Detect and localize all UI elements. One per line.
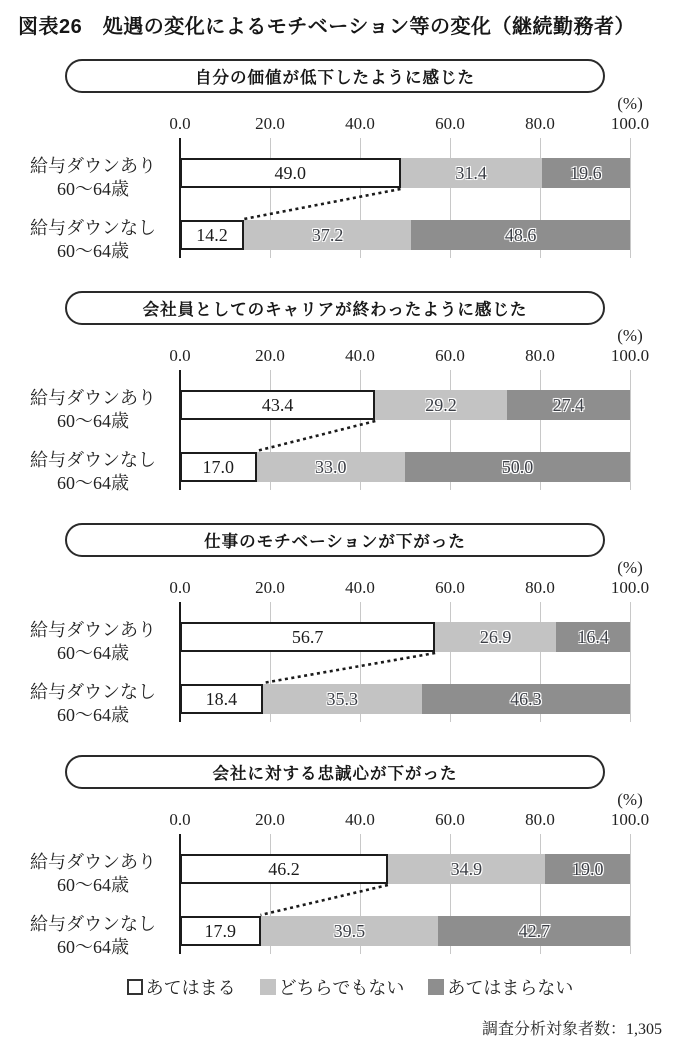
bar-value-label: 43.4 xyxy=(261,394,294,415)
axis-tick-label: 40.0 xyxy=(345,810,375,829)
bar-segment-agree xyxy=(180,452,257,482)
bar-value-label: 39.5 xyxy=(333,920,366,941)
row-label-line: 60～64歳 xyxy=(57,937,129,957)
row-label-line: 給与ダウンなし xyxy=(30,914,156,934)
panel-title-pill xyxy=(65,755,605,789)
chart-panel xyxy=(0,290,700,522)
axis-tick-label: 0.0 xyxy=(169,346,191,365)
legend-swatch-neutral xyxy=(260,979,276,995)
row-label xyxy=(12,449,174,495)
axis-tick-label: 60.0 xyxy=(435,114,465,133)
bar-segment-neutral xyxy=(388,854,545,884)
axis-tick-label: 100.0 xyxy=(610,114,650,133)
footnote: 調査分析対象者数：1,305 xyxy=(481,1021,662,1038)
row-label xyxy=(12,387,174,433)
percent-unit-label: (%) xyxy=(617,94,643,113)
axis-tick-label: 60.0 xyxy=(435,810,465,829)
axis-tick-label: 60.0 xyxy=(435,346,465,365)
bar-value-label: 42.7 xyxy=(518,920,551,941)
bar-segment-agree xyxy=(180,220,244,250)
panel-title: 仕事のモチベーションが下がった xyxy=(204,533,466,551)
bar-segment-disagree xyxy=(438,916,630,946)
row-label-line: 給与ダウンあり xyxy=(30,156,156,176)
bar-segment-disagree xyxy=(556,622,630,652)
axis-tick-label: 80.0 xyxy=(525,346,555,365)
bar-segment-neutral xyxy=(257,452,406,482)
row-label-line: 60～64歳 xyxy=(57,411,129,431)
row-label-line: 給与ダウンあり xyxy=(30,852,156,872)
bar-segment-neutral xyxy=(435,622,556,652)
bar-value-label: 18.4 xyxy=(205,688,238,709)
bar-segment-agree xyxy=(180,916,261,946)
bar-value-label: 16.4 xyxy=(577,626,609,647)
panel-title-pill xyxy=(65,523,605,557)
axis-tick-label: 80.0 xyxy=(525,114,555,133)
panel-title-pill xyxy=(65,59,605,93)
panel-title: 自分の価値が低下したように感じた xyxy=(195,69,475,87)
bar-value-label: 34.9 xyxy=(450,858,483,879)
chart-panel xyxy=(0,522,700,754)
axis-tick-label: 100.0 xyxy=(610,346,650,365)
row-label-line: 60～64歳 xyxy=(57,179,129,199)
bar-value-label: 27.4 xyxy=(552,394,585,415)
row-label xyxy=(12,681,174,727)
bar-segment-neutral xyxy=(375,390,506,420)
axis-tick-label: 20.0 xyxy=(255,810,285,829)
bar-value-label: 31.4 xyxy=(455,162,487,183)
legend-label: どちらでもない xyxy=(278,978,405,998)
axis-tick-label: 60.0 xyxy=(435,578,465,597)
legend-label: あてはまる xyxy=(145,978,236,998)
percent-unit-label: (%) xyxy=(617,326,643,345)
bar-value-label: 26.9 xyxy=(479,626,512,647)
figure-title: 図表26 処遇の変化によるモチベーション等の変化（継続勤務者） xyxy=(18,16,635,38)
bar-segment-agree xyxy=(180,158,401,188)
bar-value-label: 14.2 xyxy=(196,224,228,245)
panels-container xyxy=(0,58,700,986)
axis-tick-label: 0.0 xyxy=(169,578,191,597)
bar-segment-neutral xyxy=(244,220,411,250)
panel-title-pill xyxy=(65,291,605,325)
panel-title: 会社に対する忠誠心が下がった xyxy=(212,765,458,783)
row-label-line: 給与ダウンなし xyxy=(30,682,156,702)
percent-unit-label: (%) xyxy=(617,790,643,809)
row-label-line: 60～64歳 xyxy=(57,643,129,663)
row-label xyxy=(12,155,174,201)
bar-value-label: 17.0 xyxy=(202,456,234,477)
chart-panel xyxy=(0,754,700,986)
row-label-line: 60～64歳 xyxy=(57,473,129,493)
gridline xyxy=(630,370,631,490)
legend-label: あてはまらない xyxy=(447,978,574,998)
bar-value-label: 46.2 xyxy=(268,858,300,879)
panel-title: 会社員としてのキャリアが終わったように感じた xyxy=(142,301,528,319)
row-label-line: 給与ダウンあり xyxy=(30,620,156,640)
bar-value-label: 50.0 xyxy=(501,456,534,477)
row-label xyxy=(12,217,174,263)
row-label-line: 給与ダウンなし xyxy=(30,450,156,470)
axis-tick-label: 0.0 xyxy=(169,114,191,133)
bar-value-label: 48.6 xyxy=(504,224,537,245)
legend-item xyxy=(127,974,236,1000)
bar-segment-agree xyxy=(180,854,388,884)
row-label xyxy=(12,851,174,897)
bar-value-label: 37.2 xyxy=(311,224,344,245)
row-label xyxy=(12,619,174,665)
bar-value-label: 19.0 xyxy=(571,858,604,879)
bar-value-label: 17.9 xyxy=(204,920,237,941)
bar-value-label: 19.6 xyxy=(570,162,602,183)
axis-tick-label: 20.0 xyxy=(255,346,285,365)
axis-tick-label: 40.0 xyxy=(345,114,375,133)
legend-item xyxy=(428,974,573,1000)
bar-segment-disagree xyxy=(411,220,630,250)
axis-tick-label: 20.0 xyxy=(255,578,285,597)
bar-value-label: 49.0 xyxy=(274,162,306,183)
legend-swatch-disagree xyxy=(428,979,444,995)
bar-segment-agree xyxy=(180,622,435,652)
axis-tick-label: 100.0 xyxy=(610,578,650,597)
axis-tick-label: 80.0 xyxy=(525,810,555,829)
row-label-line: 60～64歳 xyxy=(57,241,129,261)
axis-tick-label: 100.0 xyxy=(610,810,650,829)
legend xyxy=(0,974,700,1000)
axis-tick-label: 20.0 xyxy=(255,114,285,133)
gridline xyxy=(630,138,631,258)
bar-segment-disagree xyxy=(545,854,631,884)
bar-segment-neutral xyxy=(263,684,422,714)
axis-tick-label: 0.0 xyxy=(169,810,191,829)
bar-segment-disagree xyxy=(405,452,630,482)
bar-segment-neutral xyxy=(261,916,439,946)
bar-value-label: 46.3 xyxy=(510,688,542,709)
gridline xyxy=(630,602,631,722)
axis-tick-label: 80.0 xyxy=(525,578,555,597)
bar-segment-neutral xyxy=(401,158,542,188)
bar-value-label: 56.7 xyxy=(291,626,324,647)
bar-value-label: 29.2 xyxy=(425,394,457,415)
axis-tick-label: 40.0 xyxy=(345,578,375,597)
bar-value-label: 35.3 xyxy=(326,688,358,709)
row-label-line: 給与ダウンあり xyxy=(30,388,156,408)
row-label-line: 60～64歳 xyxy=(57,705,129,725)
legend-item xyxy=(260,974,405,1000)
chart-panel xyxy=(0,58,700,290)
percent-unit-label: (%) xyxy=(617,558,643,577)
row-label-line: 給与ダウンなし xyxy=(30,218,156,238)
bar-segment-agree xyxy=(180,390,375,420)
axis-tick-label: 40.0 xyxy=(345,346,375,365)
bar-segment-disagree xyxy=(542,158,630,188)
bar-segment-agree xyxy=(180,684,263,714)
row-label-line: 60～64歳 xyxy=(57,875,129,895)
row-label xyxy=(12,913,174,959)
bar-segment-disagree xyxy=(507,390,630,420)
bar-value-label: 33.0 xyxy=(315,456,347,477)
legend-swatch-agree xyxy=(127,979,143,995)
bar-segment-disagree xyxy=(422,684,630,714)
